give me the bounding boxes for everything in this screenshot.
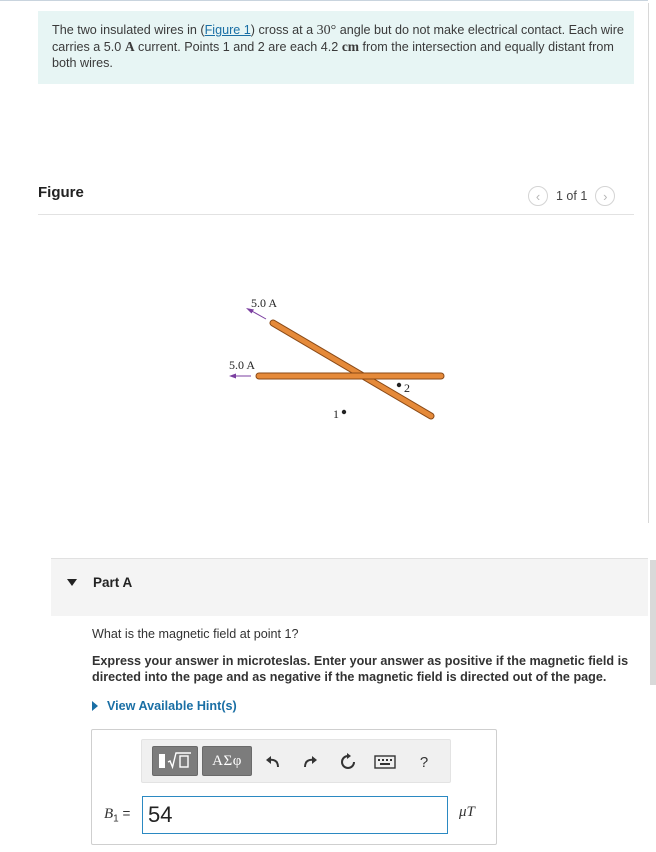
math-toolbar <box>141 739 451 783</box>
problem-statement <box>38 11 634 84</box>
help-button[interactable]: ? <box>419 753 429 771</box>
previous-figure-button[interactable] <box>528 186 548 206</box>
point-2-label: 2 <box>404 381 410 395</box>
keyboard-icon <box>374 755 396 769</box>
caret-right-icon <box>92 701 98 711</box>
question-text: What is the magnetic field at point 1? <box>92 627 299 641</box>
redo-button[interactable] <box>299 751 321 773</box>
chevron-left-icon: ‹ <box>535 188 541 204</box>
view-hints-link[interactable] <box>92 699 237 713</box>
upper-current-label: 5.0 A <box>251 296 278 310</box>
point-1-marker <box>342 410 346 414</box>
lower-current-label: 5.0 A <box>229 358 256 372</box>
variable-subscript: 1 <box>113 813 119 825</box>
collapse-caret-icon[interactable] <box>67 579 77 586</box>
scrollbar-thumb[interactable] <box>650 560 656 685</box>
diagonal-wire-fill <box>273 323 431 416</box>
figure-pagination <box>528 185 615 207</box>
answer-input[interactable] <box>142 796 448 834</box>
problem-text-2: angle but do not make electrical contact. Each wire carries a <box>52 23 624 54</box>
keyboard-button[interactable] <box>374 751 396 773</box>
templates-button[interactable] <box>152 746 198 776</box>
undo-icon <box>264 753 282 771</box>
chevron-right-icon: › <box>603 188 608 204</box>
problem-text-start: The two insulated wires in ( <box>52 23 205 37</box>
lower-current-arrowhead <box>229 374 236 379</box>
angle-value: 30° <box>316 23 337 38</box>
reset-button[interactable] <box>337 751 359 773</box>
figure-counter: 1 of 1 <box>556 189 588 203</box>
next-figure-button[interactable] <box>595 186 615 206</box>
current-unit: A <box>124 39 135 54</box>
view-hints-label: View Available Hint(s) <box>107 699 237 713</box>
current-value: 5.0 <box>103 40 122 54</box>
redo-icon <box>301 753 319 771</box>
page-right-border <box>648 3 649 523</box>
answer-unit: μT <box>459 804 475 820</box>
undo-button[interactable] <box>262 751 284 773</box>
part-label: Part A <box>93 575 133 590</box>
variable-symbol: B <box>104 806 114 822</box>
answer-instructions: Express your answer in microteslas. Enter your answer as positive if the magnetic field is directed into the page and as negative if the magnetic field is directed out of the page. <box>92 654 629 684</box>
templates-icon <box>157 750 193 772</box>
distance-unit: cm <box>341 39 360 54</box>
point-1-label: 1 <box>333 407 339 421</box>
top-border <box>0 0 656 1</box>
distance-value: 4.2 <box>320 40 339 54</box>
figure-title: Figure <box>38 184 84 201</box>
answer-variable-label <box>104 806 130 825</box>
page-right-margin <box>648 0 656 852</box>
part-a-header[interactable] <box>51 559 648 616</box>
problem-text-end: from the intersection and equally distant from both wires. <box>52 40 614 70</box>
point-2-marker <box>397 383 401 387</box>
reset-icon <box>339 753 357 771</box>
greek-symbols-button[interactable]: ΑΣφ <box>202 746 252 776</box>
equals-sign: = <box>122 806 131 821</box>
figure-link[interactable]: Figure 1 <box>204 23 251 37</box>
problem-text-3: current. Points 1 and 2 are each <box>134 40 321 54</box>
wire-diagram <box>0 215 648 555</box>
problem-text-1: ) cross at a <box>250 23 317 37</box>
